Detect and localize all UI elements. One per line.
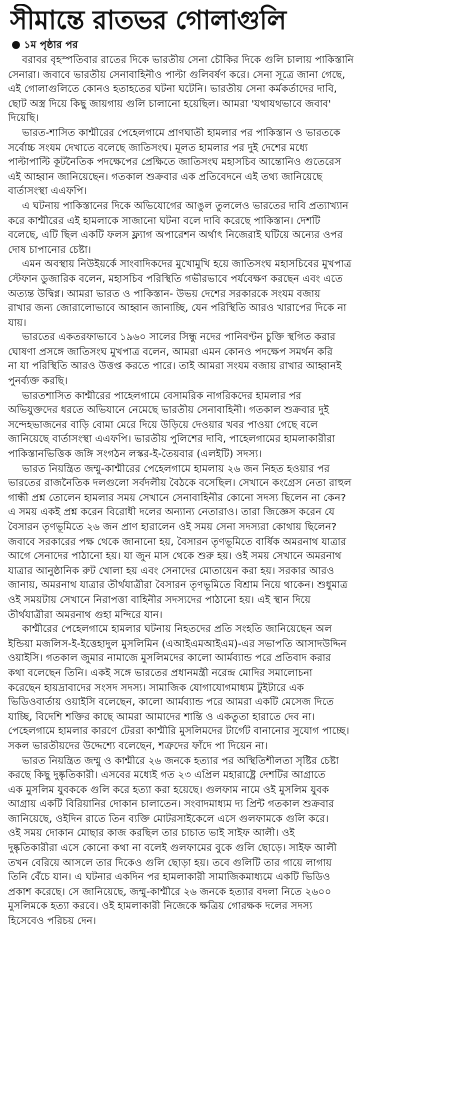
article-line: ইন্ডিয়া মজলিস-ই-ইত্তেহাদুল মুসলিমিন (এআইএমআইএম)-এর সভাপতি আসাদউদ্দিন: [8, 638, 347, 650]
article-line: গান্ধী প্রশ্ন তোলেন হামলার সময় সেখানে সেনাবাহিনীর কোনো সদস্য ছিলেন না কেন?: [8, 492, 346, 504]
article-paragraph: [8, 54, 470, 127]
article-line: মুসলিমকে হত্যা করবে। ওই হামলাকারী নিজেকে ক্ষত্রিয় গোরক্ষক দলের সদস্য: [8, 901, 313, 913]
article-line: ভারতের একতরফাভাবে ১৯৬০ সালের সিন্ধু নদের পানিবণ্টন চুক্তি স্থগিত করার: [22, 332, 336, 344]
article-line: এই গোলাগুলিতে কোনও হতাহতের ঘটনা ঘটেনি। ভারতীয় সেনা কর্মকর্তাদের দাবি,: [8, 84, 337, 96]
article-line: করছে কিছু দুষ্কৃতিকারী। এসবের মধ্যেই গত ২৩ এপ্রিল মহারাষ্ট্রে দেশটির আগ্রাতে: [8, 770, 326, 782]
article-line: ভারত নিয়ন্ত্রিত জম্মু-কাশ্মীরের পেহেলগামে হামলায় ২৬ জন নিহত হওয়ার পর: [22, 463, 330, 475]
article-line: এ সময় একই প্রশ্ন করেন বিরোধী দলের অন্যান্য নেতারাও। তারা জিজ্ঞেস করেন যে: [8, 507, 335, 519]
article-line: ভারতের রাজনৈতিক দলগুলো সর্বদলীয় বৈঠকে বসেছিল। সেখানে কংগ্রেস নেতা রাহুল: [8, 478, 352, 490]
article-line: যাচ্ছি, বিদেশি শক্তির কাছে আমরা আমাদের শান্তি ও একতুতা হারাতে দেব না।: [8, 711, 315, 723]
article-line: সকল ভারতীয়দের উদ্দেশ্যে বলেছেন, শত্রুদের ফাঁদে পা দিয়েন না।: [8, 740, 268, 752]
article-line: হিসেবেও পরিচয় দেন।: [8, 916, 97, 928]
article-line: পুনর্ব্যক্ত করছি।: [8, 376, 68, 388]
article-line: তিনি বেঁচে যান। এ ঘটনার একদিন পর হামলাকারী সামাজিকমাধ্যমে একটি ভিডিও: [8, 872, 331, 884]
article-line: বৈসারন তৃণভূমিতে ২৬ জন প্রাণ হারালেন ওই সময় সেনা সদস্যরা কোথায় ছিলেন?: [8, 522, 337, 533]
article-line: আগে সেনাদের পাঠানো হয়। যা জুন মাস থেকে শুরু হয়। ওই সময় সেখানে অমরনাথ: [8, 551, 342, 563]
headline: সীমান্তে রাতভর গোলাগুলি: [10, 6, 287, 36]
article-line: বার্তাসংস্থা এএফপি।: [8, 186, 87, 198]
article-line: এক মুসলিম যুবককে গুলি করে হত্যা করা হয়েছে। গুলফাম নামে ওই মুসলিম যুবক: [8, 784, 329, 796]
article-line: না যা পরিস্থিতি আরও উত্তপ্ত করতে পারে। তাই আমরা সংযম বজায় রাখার আহ্বানই: [8, 361, 342, 373]
article-line: ঘোষণা প্রসঙ্গে জাতিসংঘ মুখপাত্র বলেন, আমরা এমন কোনও পদক্ষেপ সমর্থন করি: [8, 346, 333, 358]
article-line: বলেছে, এটি ছিল একটি ফলস ফ্ল্যাগ অপারেশন অর্থাৎ নিজেরাই ঘটিয়ে অন্যের ওপর: [8, 230, 343, 242]
article-paragraph: [8, 390, 470, 463]
article-line: রাখার জন্য জোরালোভাবে আহ্বান জানাচ্ছি, যেন পরিস্থিতি আরও খারাপের দিকে না: [8, 303, 347, 315]
article-line: ভারতশাসিত কাশ্মীরের পাহেলগামে বেসামরিক নাগরিকদের হামলার পর: [22, 390, 302, 402]
article-line: ভিডিওবার্তায় ওয়াইসি বলেছেন, কালো আর্মব্যান্ড পরে আমরা একটি মেসেজ দিতে: [8, 697, 334, 709]
continued-label: ১ম পৃষ্ঠার পর: [24, 40, 78, 51]
article-line: এই আহ্বান জানিয়েছেন। গতকাল শুক্রবার এক প্রতিবেদনে এই তথ্য জানিয়েছে: [8, 171, 323, 183]
article-line: দুষ্কৃতিকারীরা এসে কোনো কথা না বলেই গুলফামের বুকে গুলি ছোড়ে। সাইফ আলী: [8, 843, 337, 855]
article-line: পেহেলগামে হামলার কারণে টেররা কাশ্মীরি মুসলিমদের টার্গেট বানানোর সুযোগ পাচ্ছে।: [8, 726, 350, 738]
article-line: তখন বেরিয়ে আসলে তার দিকেও গুলি ছোড়া হয়। তবে গুলিটি তার গায়ে লাগায়: [8, 857, 332, 869]
article-line: ওই সময়টায় সেখানে নিরাপত্তা বাহিনীর সদস্যদের পাঠানো হয়। এই স্থান দিয়ে: [8, 594, 311, 606]
continued-from-page-one: [8, 38, 470, 53]
article-line: ছোট অস্ত্র দিয়ে কিছু জায়গায় গুলি চালানো হয়েছিল। আমরা 'যথাযথভাবে জবাব': [8, 98, 332, 110]
article-line: অভিযুক্তদের ধরতে অভিযানে নেমেছে ভারতীয় সেনাবাহিনী। গতকাল শুক্রবার দুই: [8, 405, 329, 417]
article-line: ভারত-শাসিত কাশ্মীরের পেহেলগামে প্রাণঘাতী হামলার পর পাকিস্তান ও ভারতকে: [22, 127, 341, 139]
article-line: ওই সময় দোকান মোছার কাজ করছিল তার চাচাত ভাই সাইফ আলী। ওই: [8, 828, 295, 840]
article-line: সন্দেহভাজনের বাড়ি বোমা মেরে দিয়ে উড়িয়ে দেওয়ার খবর পাওয়া গেছে বলে: [8, 419, 318, 431]
article-paragraph: [8, 623, 470, 754]
article-line: দিয়েছি।: [8, 113, 39, 125]
article-line: পাকিস্তানভিত্তিক জঙ্গি সংগঠন লস্কর-ই-তৈয়বার (এলইটি) সদস্য।: [8, 449, 262, 461]
article-paragraph: [8, 463, 470, 624]
article-body: [8, 54, 470, 930]
article-line: আগ্রায় একটি বিরিয়ানির দোকান চালাতেন। সংবাদমাধ্যম দ্য প্রিন্ট গতকাল শুক্রবার: [8, 799, 335, 811]
article-line: জানিয়েছে, ওইদিন রাতে তিন ব্যক্তি মোটরসাইকেলে এসে গুলফামকে গুলি করে।: [8, 813, 329, 825]
article-line: যায়।: [8, 317, 27, 329]
article-line: কথা বলেছেন তিনি। একই সঙ্গে ভারতের প্রধানমন্ত্রী নরেন্দ্র মোদির সমালোচনা: [8, 667, 313, 679]
article-line: ভারত নিয়ন্ত্রিত জম্মু ও কাশ্মীরে ২৬ জনকে হত্যার পর অস্থিতিশীলতা সৃষ্টির চেষ্টা: [22, 755, 339, 767]
article-line: স্টেফান ডুজারিক বলেন, মহাসচিব পরিস্থিতি গভীরভাবে পর্যবেক্ষণ করছেন এবং এতে: [8, 273, 343, 285]
article-paragraph: [8, 127, 470, 200]
article-line: পাল্টাপাল্টি কূটনৈতিক পদক্ষেপের প্রেক্ষিতে জাতিসংঘ মহাসচিব আন্তোনিও গুতেরেস: [8, 157, 342, 169]
article-paragraph: [8, 200, 470, 258]
article-line: এ ঘটনায় পাকিস্তানের দিকে অভিযোগের আঙুল তুললেও ভারতের দাবি প্রত্যাখ্যান: [22, 200, 349, 212]
article-line: ওয়াইসি। গতকাল জুমার নামাজে মুসলিমদের কালো আর্মব্যান্ড পরে প্রতিবাদ করার: [8, 653, 331, 665]
article-line: প্রকাশ করেছে। সে জানিয়েছে, জম্মু-কাশ্মীরে ২৬ জনকে হত্যার বদলা নিতে ২৬০০: [8, 886, 332, 898]
article-line: সর্বোচ্চ সংযম দেখাতে বলেছে জাতিসংঘ। মূলত হামলার পর দুই দেশের মধ্যে: [8, 142, 308, 154]
article-line: জবাবে সরকারের পক্ষ থেকে জানানো হয়, বৈসারন তৃণভূমিতে বার্ষিক অমরনাথ যাত্রার: [8, 536, 347, 548]
article-line: অত্যন্ত উদ্বিগ্ন। আমরা ভারত ও পাকিস্তান- উভয় দেশের সরকারকে সংযম বজায়: [8, 288, 321, 300]
article-line: বরাবর বৃহস্পতিবার রাতের দিকে ভারতীয় সেনা চৌকির দিকে গুলি চালায় পাকিস্তানি: [22, 55, 354, 66]
article-paragraph: [8, 331, 470, 389]
article-line: সেনারা। জবাবে ভারতীয় সেনাবাহিনীও পাল্টা গুলিবর্ষণ করে। সেনা সূত্রে জানা গেছে,: [8, 69, 346, 81]
article-line: দোষ চাপানোর চেষ্টা।: [8, 244, 92, 256]
article-line: করে কাশ্মীরের এই হামলাকে সাজানো ঘটনা বলে দাবি করেছে পাকিস্তান। দেশটি: [8, 215, 321, 227]
article-line: করেছেন হায়দ্রাবাদের সংসদ সদস্য। সামাজিক যোগাযোগমাধ্যম টুইটারে এক: [8, 682, 304, 694]
article-paragraph: [8, 258, 470, 331]
article-line: তীর্থযাত্রীরা অমরনাথ গুহা মন্দিরে যান।: [8, 609, 163, 621]
article-line: কাশ্মীরের পেহেলগামে হামলার ঘটনায় নিহতদের প্রতি সংহতি জানিয়েছেন অল: [22, 624, 332, 636]
article-line: জানিয়েছে বার্তাসংস্থা এএফপি। ভারতীয় পুলিশের দাবি, পাহেলগামের হামলাকারীরা: [8, 434, 336, 446]
article-paragraph: [8, 755, 470, 930]
article-line: জানায়, অমরনাথ যাত্রার তীর্থযাত্রীরা বৈসারন তৃণভূমিতে বিশ্রাম নিয়ে থাকেন। শুধুমাত্র: [8, 580, 348, 592]
article-line: এমন অবস্থায় নিউইয়র্কে সাংবাদিকদের মুখোমুখি হয়ে জাতিসংঘ মহাসচিবের মুখপাত্র: [22, 259, 352, 271]
article-line: যাত্রার আনুষ্ঠানিক রুট খোলা হয় এবং সেনাদের মোতায়েন করা হয়। সরকার আরও: [8, 565, 335, 577]
bullet-icon: [12, 41, 20, 49]
